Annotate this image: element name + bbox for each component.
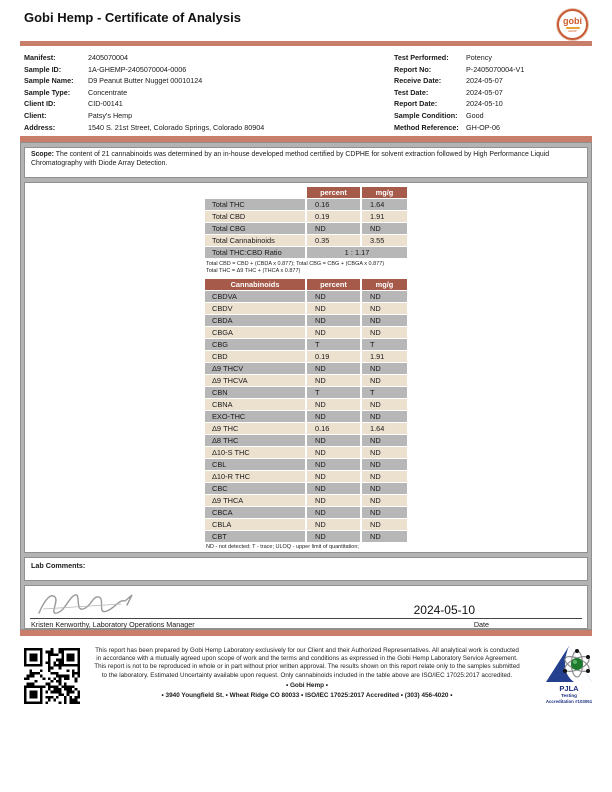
- accent-bar-bottom: [20, 630, 592, 636]
- table-footnote: ND - not detected; T - trace; ULOQ - upper limit of quantitation;: [206, 544, 359, 550]
- gobi-logo-sub: HEMP: [568, 28, 577, 33]
- summary-row-label: Total Cannabinoids: [205, 235, 305, 246]
- cannab-row-mgg: T: [362, 387, 407, 398]
- info-label: Sample Name:: [24, 76, 74, 86]
- cannab-row-mgg: ND: [362, 483, 407, 494]
- cannab-row-mgg: ND: [362, 459, 407, 470]
- ratio-row-label: Total THC:CBD Ratio: [205, 247, 305, 258]
- info-value: 2024-05-07: [466, 87, 503, 97]
- scope-text: The content of 21 cannabinoids was determined by an in-house developed method certified by CDPHE for solvent extraction followed by High Performance Liquid Chromatography with Diode Array Detection.: [31, 151, 550, 167]
- summary-row-mgg: 3.55: [362, 235, 407, 246]
- cannab-row-mgg: ND: [362, 519, 407, 530]
- signature-icon: [35, 589, 145, 619]
- info-value: Potency: [466, 53, 492, 62]
- cannab-row-percent: ND: [307, 291, 360, 302]
- signature-box: [24, 585, 588, 629]
- summary-footnote-1: Total CBD = CBD + (CBDA x 0.877); Total CBG = CBG + (CBGA x 0.877): [206, 261, 385, 267]
- signatory-name: Kristen Kenworthy, Laboratory Operations Manager: [31, 620, 195, 629]
- cannabinoid-table: [205, 279, 407, 542]
- summary-row-percent: 0.19: [307, 211, 360, 222]
- cannab-row-mgg: ND: [362, 495, 407, 506]
- cannab-row-name: CBC: [205, 483, 305, 494]
- tables-wrap: [205, 187, 407, 550]
- summary-row-label: Total CBG: [205, 223, 305, 234]
- info-label: Client ID:: [24, 99, 56, 109]
- footer-company: • Gobi Hemp •: [285, 681, 329, 689]
- date-label: Date: [473, 620, 489, 629]
- info-value: P-2405070004-V1: [466, 64, 525, 74]
- cannab-row-mgg: ND: [362, 363, 407, 374]
- info-row: [394, 52, 592, 64]
- cannab-row-mgg: 1.64: [362, 423, 407, 434]
- info-left-column: [24, 52, 354, 133]
- summary-row-mgg: ND: [362, 223, 407, 234]
- cannab-row-name: CBL: [205, 459, 305, 470]
- cannab-row-mgg: ND: [362, 303, 407, 314]
- cannab-row-percent: ND: [307, 519, 360, 530]
- cannab-row-name: Δ9 THCA: [205, 495, 305, 506]
- cannab-row-name: CBDA: [205, 315, 305, 326]
- cannab-row-mgg: ND: [362, 435, 407, 446]
- cannab-row-mgg: ND: [362, 315, 407, 326]
- cannab-row-percent: ND: [307, 435, 360, 446]
- qr-code: [24, 648, 80, 704]
- cannab-row-percent: T: [307, 339, 360, 350]
- info-value: Good: [466, 110, 484, 120]
- info-label: Report No:: [394, 64, 432, 74]
- summary-row-label: Total CBD: [205, 211, 305, 222]
- cannab-row-name: Δ9 THC: [205, 423, 305, 434]
- info-row: [394, 98, 592, 110]
- cannab-row-percent: ND: [307, 315, 360, 326]
- info-value: Patsy's Hemp: [88, 110, 133, 120]
- cannab-row-percent: ND: [307, 327, 360, 338]
- cannab-row-mgg: 1.91: [362, 351, 407, 362]
- summary-header-mgg: mg/g: [362, 187, 407, 198]
- lab-comments-label: Lab Comments:: [31, 561, 86, 570]
- cannab-row-name: CBDVA: [205, 291, 305, 302]
- info-label: Client:: [24, 110, 47, 120]
- cannab-row-percent: ND: [307, 459, 360, 470]
- info-label: Report Date:: [394, 99, 438, 109]
- info-label: Test Performed:: [394, 53, 449, 62]
- cannab-row-name: CBG: [205, 339, 305, 350]
- scope-label: Scope:: [31, 151, 54, 158]
- info-row: [24, 110, 354, 122]
- cannab-row-percent: ND: [307, 411, 360, 422]
- info-label: Sample ID:: [24, 64, 62, 74]
- info-right-column: [394, 52, 592, 133]
- cannab-row-name: Δ10-R THC: [205, 471, 305, 482]
- cannab-row-name: EXO-THC: [205, 411, 305, 422]
- info-row: [24, 122, 354, 134]
- cannab-row-name: CBN: [205, 387, 305, 398]
- cannab-row-name: Δ9 THCV: [205, 363, 305, 374]
- pjla-name: PJLA: [559, 684, 579, 693]
- info-value: 1A-GHEMP-2405070004-0006: [88, 64, 187, 74]
- cannab-row-name: Δ10-S THC: [205, 447, 305, 458]
- gobi-logo-word: gobi: [563, 15, 582, 26]
- info-row: [24, 98, 354, 110]
- summary-table: [205, 187, 407, 258]
- pjla-sub: Testing: [561, 693, 577, 698]
- footer-text-block: [92, 647, 522, 701]
- cannab-header-name: Cannabinoids: [205, 279, 305, 290]
- info-label: Sample Condition:: [394, 110, 458, 120]
- cannab-row-name: CBT: [205, 531, 305, 542]
- info-row: [394, 75, 592, 87]
- info-value: CID-00141: [88, 99, 123, 109]
- info-label: Method Reference:: [394, 122, 459, 132]
- cannab-row-name: CBCA: [205, 507, 305, 518]
- info-value: 1540 S. 21st Street, Colorado Springs, Colorado 80904: [88, 122, 265, 132]
- pjla-accreditation-logo: [536, 644, 602, 704]
- results-panel: [20, 142, 592, 630]
- accent-bar-top: [20, 41, 592, 46]
- summary-row-percent: ND: [307, 223, 360, 234]
- cannab-row-mgg: ND: [362, 399, 407, 410]
- page-title: Gobi Hemp - Certificate of Analysis: [24, 10, 241, 25]
- cannab-row-mgg: T: [362, 339, 407, 350]
- summary-row-percent: 0.16: [307, 199, 360, 210]
- info-label: Address:: [24, 122, 56, 132]
- cannab-row-name: CBGA: [205, 327, 305, 338]
- signature-line: [30, 618, 582, 619]
- scope-box: [24, 147, 588, 178]
- cannab-row-percent: ND: [307, 399, 360, 410]
- info-row: [24, 75, 354, 87]
- ratio-row-value: 1 : 1.17: [307, 247, 407, 258]
- cannab-row-name: CBLA: [205, 519, 305, 530]
- cannab-row-name: CBD: [205, 351, 305, 362]
- info-label: Manifest:: [24, 53, 56, 62]
- info-value: D9 Peanut Butter Nugget 00010124: [88, 76, 203, 86]
- pjla-logo-icon: [544, 644, 594, 684]
- summary-row-mgg: 1.64: [362, 199, 407, 210]
- info-value: 2024-05-07: [466, 76, 503, 86]
- cannab-row-percent: ND: [307, 303, 360, 314]
- cannab-row-percent: ND: [307, 483, 360, 494]
- cannab-row-percent: ND: [307, 531, 360, 542]
- cannab-row-percent: ND: [307, 447, 360, 458]
- cannab-row-percent: ND: [307, 363, 360, 374]
- cannab-header-mgg: mg/g: [362, 279, 407, 290]
- footer-address: • 3940 Youngfield St. • Wheat Ridge CO 80033 • ISO/IEC 17025:2017 Accredited • (303) 456-4020 •: [161, 692, 453, 700]
- summary-header-percent: percent: [307, 187, 360, 198]
- cannab-row-percent: ND: [307, 471, 360, 482]
- info-label: Sample Type:: [24, 87, 71, 97]
- gobi-hemp-logo: [557, 9, 588, 40]
- info-row: [24, 64, 354, 76]
- cannab-row-mgg: ND: [362, 447, 407, 458]
- cannab-row-mgg: ND: [362, 411, 407, 422]
- cannab-row-mgg: ND: [362, 531, 407, 542]
- info-label: Test Date:: [394, 87, 429, 97]
- cannab-row-mgg: ND: [362, 375, 407, 386]
- cannab-row-mgg: ND: [362, 327, 407, 338]
- cannab-row-mgg: ND: [362, 291, 407, 302]
- cannab-row-name: CBNA: [205, 399, 305, 410]
- summary-footnotes: [206, 261, 407, 275]
- cannab-row-percent: ND: [307, 375, 360, 386]
- cannab-row-percent: T: [307, 387, 360, 398]
- footer-disclaimer: This report has been prepared by Gobi Hemp Laboratory exclusively for our Client and their Authorized Representatives. All analytical work is conducted in accordance with a mutually agreed upon scope of work and the terms and conditions as expressed in the Gobi Hemp Laboratory Service Agreement. This report is not to be reproduced in whole or in part without prior written approval. The results shown on this report relate only to the samples submitted to the laboratory. Estimated Uncertainty available upon request. Only cannabinoids included in the table above are ISO/IEC 17025:2017 accredited.: [94, 647, 520, 679]
- info-label: Receive Date:: [394, 76, 442, 86]
- info-value: 2405070004: [88, 53, 128, 62]
- signature-date: 2024-05-10: [413, 603, 475, 617]
- cannab-row-percent: 0.19: [307, 351, 360, 362]
- lab-comments-box: [24, 557, 588, 581]
- cannab-row-percent: ND: [307, 507, 360, 518]
- summary-row-label: Total THC: [205, 199, 305, 210]
- cannab-header-percent: percent: [307, 279, 360, 290]
- cannab-row-percent: ND: [307, 495, 360, 506]
- cannab-row-percent: 0.16: [307, 423, 360, 434]
- summary-row-mgg: 1.91: [362, 211, 407, 222]
- info-row: [394, 110, 592, 122]
- cannab-row-mgg: ND: [362, 471, 407, 482]
- info-row: [24, 87, 354, 99]
- info-value: GH-OP-06: [466, 122, 500, 132]
- cannab-row-mgg: ND: [362, 507, 407, 518]
- info-value: Concentrate: [88, 87, 128, 97]
- summary-header-empty: [205, 187, 305, 198]
- info-row: [394, 87, 592, 99]
- cannab-row-name: Δ8 THC: [205, 435, 305, 446]
- pjla-accreditation-number: Accreditation #103051: [545, 698, 593, 704]
- cannab-row-name: CBDV: [205, 303, 305, 314]
- info-value: 2024-05-10: [466, 99, 503, 109]
- summary-row-percent: 0.35: [307, 235, 360, 246]
- cannab-row-name: Δ9 THCVA: [205, 375, 305, 386]
- tables-box: [24, 182, 588, 553]
- summary-footnote-2: Total THC = Δ9 THC + (THCA x 0.877): [206, 268, 301, 274]
- info-row: [394, 64, 592, 76]
- info-row: [24, 52, 354, 64]
- info-row: [394, 122, 592, 134]
